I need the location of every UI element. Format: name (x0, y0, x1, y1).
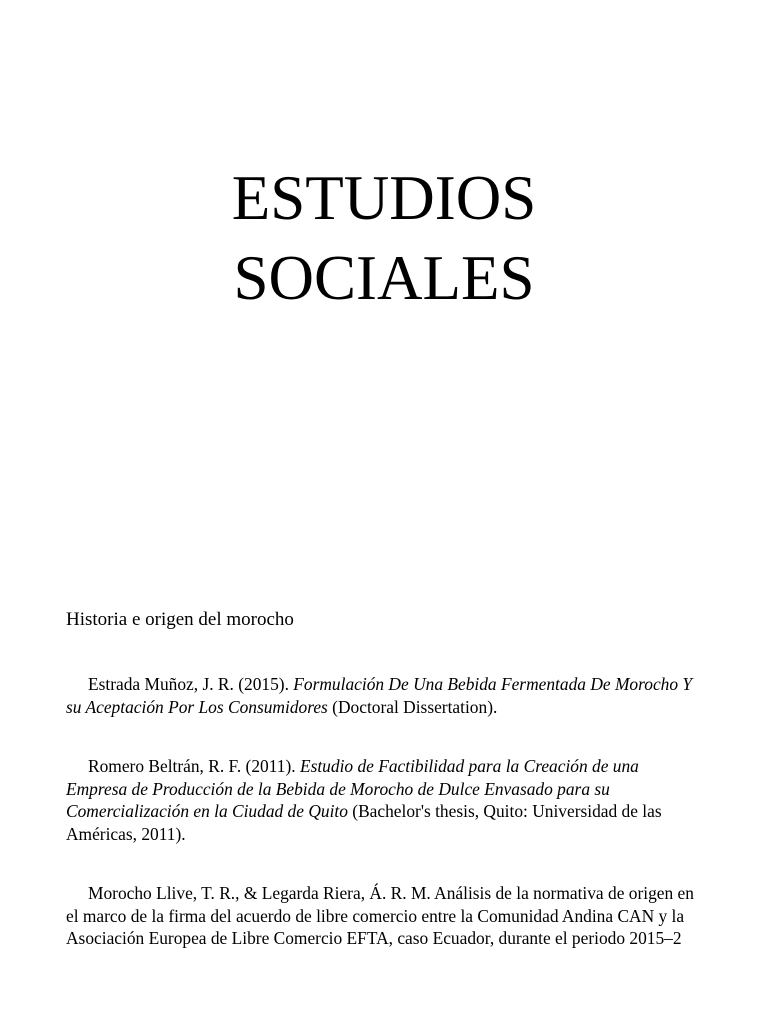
page-title (0, 158, 768, 318)
reference-entry (66, 755, 698, 845)
section-heading: Historia e origen del morocho (66, 609, 294, 630)
reference-details: (Bachelor's thesis, Quito: Universidad de las Américas, 2011). (66, 801, 662, 844)
reference-details: (Doctoral Dissertation). (327, 696, 498, 717)
reference-entry (66, 673, 698, 718)
title-line-2: SOCIALES (233, 243, 535, 313)
reference-authors: Romero Beltrán, R. F. (2011). (88, 756, 300, 776)
reference-text: Morocho Llive, T. R., & Legarda Riera, Á. R. M. Análisis de la normativa de origen en el marco de la firma del acuerdo de libre comercio entre la Comunidad Andina CAN y la Asociación Europea de Libre Comercio EFTA, caso Ecuador, durante el periodo 2015–2 (66, 883, 694, 948)
reference-title: Estudio de Factibilidad para la Creación de una Empresa de Producción de la Bebida de Morocho de Dulce Envasado para su Comercialización en la Ciudad de Quito (66, 756, 639, 821)
reference-authors: Estrada Muñoz, J. R. (2015). (88, 674, 294, 694)
reference-entry (66, 882, 698, 950)
title-line-1: ESTUDIOS (231, 163, 537, 233)
reference-title: Formulación De Una Bebida Fermentada De Morocho Y su Aceptación Por Los Consumidores (66, 674, 693, 717)
